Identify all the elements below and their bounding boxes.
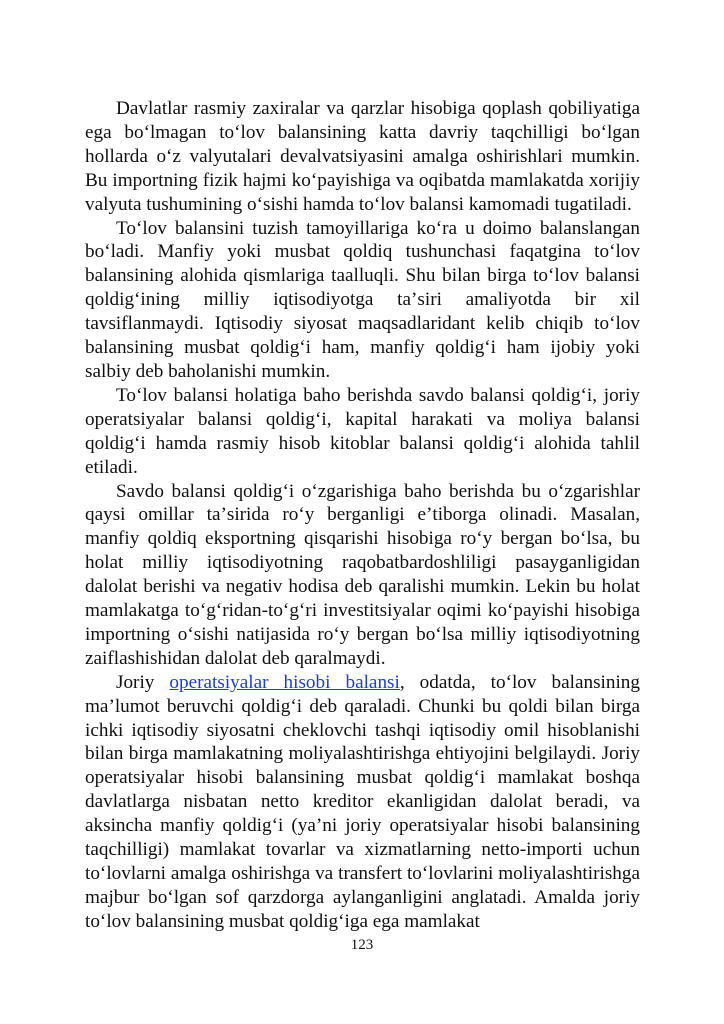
body-text <box>85 97 640 934</box>
page-number: 123 <box>350 937 374 953</box>
paragraph-5-rest: , odatda, toʻlov balansining maʼlumot beruvchi qoldigʻi deb qaraladi. Chunki bu qoldi bilan birga ichki iqtisodiy siyosatni cheklovchi tashqi iqtisodiy omil hisoblanishi bilan birga mamlakatning moliyalashtirishga ehtiyojini belgilaydi. Joriy operatsiyalar hisobi balansining musbat qoldigʻi mamlakat boshqa davlatlarga nisbatan netto kreditor ekanligidan dalolat beradi, va aksincha manfiy qoldigʻi (yaʼni joriy operatsiyalar hisobi balansining taqchilligi) mamlakat tovarlar va xizmatlarning netto-importi uchun toʻlovlarni amalga oshirishga va transfert toʻlovlarini moliyalashtirishga majbur boʻlgan sof qarzdorga aylanganligini anglatadi. Amalda joriy toʻlov balansining musbat qoldigʻiga ega mamlakat <box>85 671 640 932</box>
paragraph-2: Toʻlov balansini tuzish tamoyillariga koʻra u doimo balanslangan boʻladi. Manfiy yoki musbat qoldiq tushunchasi faqatgina toʻlov balansining alohida qismlariga taalluqli. Shu bilan birga toʻlov balansi qoldigʻining milliy iqtisodiyotga taʼsiri amaliyotda bir xil tavsiflanmaydi. Iqtisodiy siyosat maqsadlaridant kelib chiqib toʻlov balansining musbat qoldigʻi ham, manfiy qoldigʻi ham ijobiy yoki salbiy deb baholanishi mumkin. <box>85 217 640 382</box>
paragraph-5-lead: Joriy <box>116 671 170 693</box>
operatsiyalar-hisobi-balansi-link[interactable]: operatsiyalar hisobi balansi <box>169 671 400 693</box>
paragraph-3: Toʻlov balansi holatiga baho berishda savdo balansi qoldigʻi, joriy operatsiyalar balansi qoldigʻi, kapital harakati va moliya balansi qoldigʻi hamda rasmiy hisob kitoblar balansi qoldigʻi alohida tahlil etiladi. <box>85 384 640 478</box>
paragraph-1: Davlatlar rasmiy zaxiralar va qarzlar hisobiga qoplash qobiliyatiga ega boʻlmagan toʻlov balansining katta davriy taqchilligi boʻlgan hollarda oʻz valyutalari devalvatsiyasini amalga oshirishlari mumkin. Bu importning fizik hajmi koʻpayishiga va oqibatda mamlakatda xorijiy valyuta tushumining oʻsishi hamda toʻlov balansi kamomadi tugatiladi. <box>85 98 640 215</box>
paragraph-4: Savdo balansi qoldigʻi oʻzgarishiga baho berishda bu oʻzgarishlar qaysi omillar taʼsirida roʻy berganligi eʼtiborga olinadi. Masalan, manfiy qoldiq eksportning qisqarishi hisobiga roʻy bergan boʻlsa, bu holat milliy iqtisodiyotning raqobatbardoshliligi pasayganligidan dalolat berishi va negativ hodisa deb qaralishi mumkin. Lekin bu holat mamlakatga toʻgʻridan-toʻgʻri investitsiyalar oqimi koʻpayishi hisobiga importning oʻsishi natijasida roʻy bergan boʻlsa milliy iqtisodiyotning zaiflashishidan dalolat deb qaralmaydi. <box>85 480 640 669</box>
paragraph-5 <box>85 671 640 934</box>
